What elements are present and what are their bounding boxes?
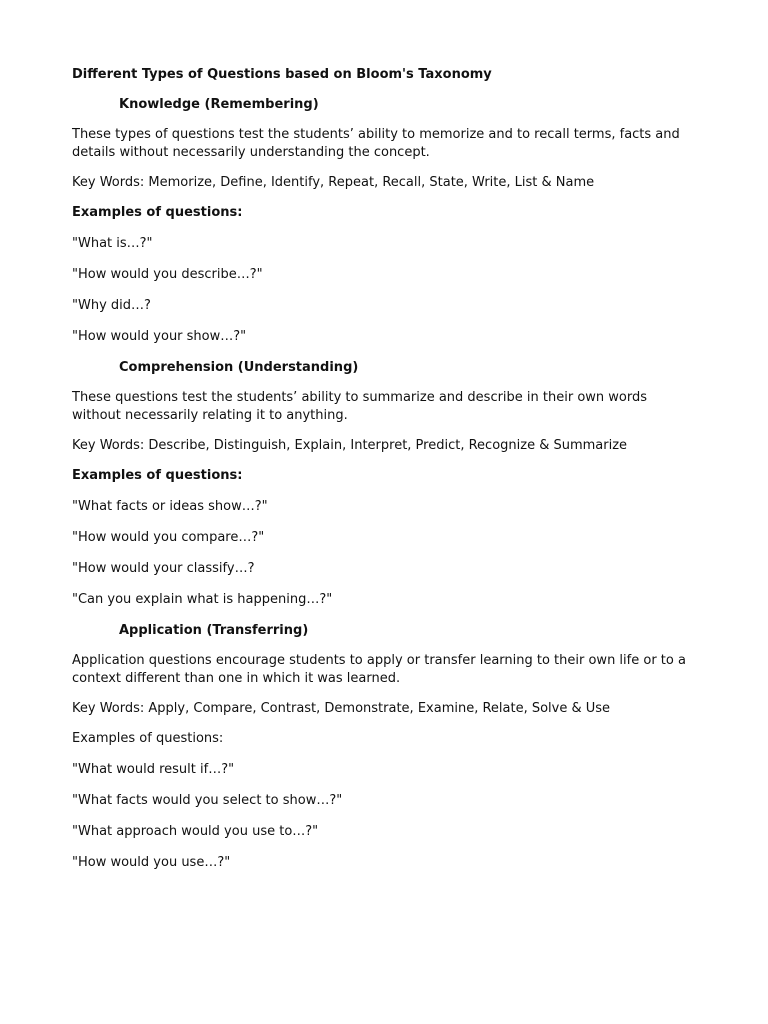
section-heading: Knowledge (Remembering) xyxy=(119,97,319,112)
example-question: "Can you explain what is happening…?" xyxy=(72,592,333,607)
example-question: "How would you use…?" xyxy=(72,855,231,870)
section-keywords: Key Words: Memorize, Define, Identify, Repeat, Recall, State, Write, List & Name xyxy=(72,175,595,190)
section-description: Application questions encourage students to apply or transfer learning to their own life or to a context different than one in which it was learned. xyxy=(72,653,686,686)
section-heading: Application (Transferring) xyxy=(119,623,309,638)
example-question: "How would you compare…?" xyxy=(72,530,265,545)
section-keywords: Key Words: Apply, Compare, Contrast, Demonstrate, Examine, Relate, Solve & Use xyxy=(72,701,611,716)
section-description: These types of questions test the students’ ability to memorize and to recall terms, facts and details without necessarily understanding the concept. xyxy=(72,127,680,160)
examples-label: Examples of questions: xyxy=(72,205,243,220)
section-knowledge xyxy=(72,96,692,346)
example-question: "What facts or ideas show…?" xyxy=(72,499,268,514)
example-question: "How would your show…?" xyxy=(72,329,247,344)
example-question: "What facts would you select to show…?" xyxy=(72,793,343,808)
section-description: These questions test the students’ ability to summarize and describe in their own words without necessarily relating it to anything. xyxy=(72,390,648,423)
examples-label: Examples of questions: xyxy=(72,468,243,483)
example-question: "Why did…? xyxy=(72,298,151,313)
document-title: Different Types of Questions based on Bloom's Taxonomy xyxy=(72,67,492,82)
example-question: "What would result if…?" xyxy=(72,762,235,777)
example-question: "How would you describe…?" xyxy=(72,267,263,282)
example-question: "How would your classify…? xyxy=(72,561,255,576)
example-question: "What approach would you use to…?" xyxy=(72,824,319,839)
section-application xyxy=(72,622,692,872)
examples-label: Examples of questions: xyxy=(72,731,224,746)
section-heading: Comprehension (Understanding) xyxy=(119,360,359,375)
section-comprehension xyxy=(72,359,692,609)
document-page xyxy=(72,66,692,885)
section-keywords: Key Words: Describe, Distinguish, Explain, Interpret, Predict, Recognize & Summarize xyxy=(72,438,628,453)
example-question: "What is…?" xyxy=(72,236,153,251)
